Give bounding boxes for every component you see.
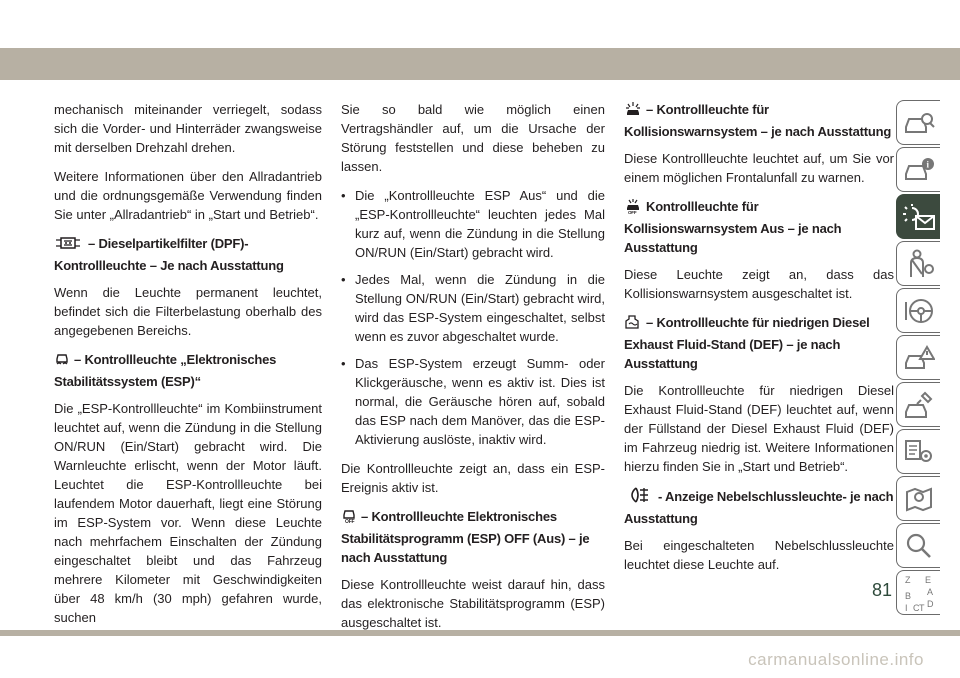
section-heading <box>341 507 605 567</box>
index-letter: D <box>926 598 933 609</box>
section-heading <box>624 100 894 141</box>
index-icon <box>901 573 937 613</box>
column-2 <box>341 100 605 642</box>
index-letter: E <box>924 574 931 585</box>
paragraph: Wenn die Leuchte permanent leuchtet, befindet sich die Filterbelastung oberhalb des angegebenen Bereichs. <box>54 285 322 338</box>
tab-car-search[interactable] <box>896 100 940 145</box>
heading-text: – Dieselpartikelfilter (DPF)-Kontrollleuchte – Je nach Ausstattung <box>54 236 284 273</box>
paragraph: Bei eingeschalteten Nebelschlussleuchte leuchtet diese Leuchte auf. <box>624 538 894 572</box>
svg-text:OFF: OFF <box>628 210 637 214</box>
list-item: • Jedes Mal, wenn die Zündung in die Stellung ON/RUN (Ein/Start) gebracht wird, wird das ESP-System eingeschaltet, selbst wenn es zuvor abgeschaltet wurde. <box>341 270 605 346</box>
esp-off-icon <box>341 508 357 529</box>
tab-car-info[interactable] <box>896 147 940 192</box>
tab-search[interactable] <box>896 523 940 568</box>
def-level-icon <box>624 314 642 335</box>
heading-text: Kontrollleuchte für Kollisionswarnsystem Aus – je nach Ausstattung <box>624 199 842 255</box>
watermark <box>0 650 960 670</box>
tab-warning-lights[interactable] <box>896 194 940 239</box>
heading-text: – Kontrollleuchte Elektronisches Stabilitätsprogramm (ESP) OFF (Aus) – je nach Ausstattung <box>341 509 590 565</box>
index-letter: B <box>904 590 911 601</box>
warning-light-icon <box>902 202 936 232</box>
paragraph: Die Kontrollleuchte zeigt an, dass ein ESP-Ereignis aktiv ist. <box>341 461 605 495</box>
car-search-icon <box>903 109 935 137</box>
tab-navigation[interactable] <box>896 476 940 521</box>
chapter-tabs <box>896 100 940 617</box>
paragraph: Weitere Informationen über den Allradantrieb und die ordnungsgemäße Verwendung finden Sie unter „Allradantrieb“ in „Start und Betrieb“. <box>54 169 322 222</box>
footer-band <box>0 630 960 636</box>
collision-warning-icon <box>624 101 642 122</box>
navigation-icon <box>903 484 935 514</box>
tab-settings[interactable] <box>896 429 940 474</box>
paragraph: Die Kontrollleuchte für niedrigen Diesel Exhaust Fluid-Stand (DEF) leuchtet auf, wenn der Füllstand der Diesel Exhaust Fluid (DEF) im Fahrzeug niedrig ist. Weitere Informationen hierzu finden Sie in „Start und Betrieb“. <box>624 383 894 474</box>
index-letter: A <box>926 586 933 597</box>
column-1 <box>54 100 322 637</box>
steering-wheel-icon <box>903 296 935 326</box>
tab-steering[interactable] <box>896 288 940 333</box>
tab-car-hazard[interactable] <box>896 335 940 380</box>
paragraph: Sie so bald wie möglich einen Vertragshändler auf, um die Ursache der Störung feststellen und diese beheben zu lassen. <box>341 102 605 174</box>
section-heading <box>624 486 894 528</box>
paragraph: Die „ESP-Kontrollleuchte“ im Kombiinstrument leuchtet auf, wenn die Zündung in die Stellung ON/RUN (Ein/Start) gebracht wird. Die Warnleuchte erlischt, wenn der Motor läuft. Leuchtet die ESP-Kontrollleuchte bei laufendem Motor dauerhaft, liegt eine Störung im ESP-System vor. Wenn diese Leuchte nach mehrfachem Einschalten der Zündung eingeschaltet bleibt und das Fahrzeug mehrere Kilometer mit Geschwindigkeiten über 48 km/h (30 mph) gefahren wurde, suchen <box>54 401 322 625</box>
index-letter: I <box>904 602 908 613</box>
column-3 <box>624 100 894 584</box>
tab-seatbelt[interactable] <box>896 241 940 286</box>
index-letter: T <box>918 602 924 613</box>
section-heading <box>624 313 894 373</box>
svg-text:OFF: OFF <box>345 519 355 524</box>
index-letter: Z <box>904 574 910 585</box>
list-item: • Die „Kontrollleuchte ESP Aus“ und die „ESP-Kontrollleuchte“ leuchten jedes Mal kurz auf, wenn die Zündung in die Stellung ON/RUN (Ein/Start) gebracht wird. <box>341 186 605 262</box>
bullet-list <box>341 186 605 449</box>
paragraph: Diese Kontrollleuchte leuchtet auf, um Sie vor einem möglichen Frontalunfall zu warnen. <box>624 151 894 185</box>
car-info-icon <box>903 156 935 184</box>
watermark-text: carmanualsonline.info <box>748 650 924 669</box>
tab-maintenance[interactable] <box>896 382 940 427</box>
heading-text: - Anzeige Nebelschlussleuchte- je nach Ausstattung <box>624 489 894 526</box>
tab-index[interactable] <box>896 570 940 615</box>
car-maintenance-icon <box>903 390 935 420</box>
paragraph: mechanisch miteinander verriegelt, sodass sich die Vorder- und Hinterräder zwangsweise mit derselben Drehzahl drehen. <box>54 102 322 155</box>
page-number: 81 <box>872 580 893 600</box>
index-letter: C <box>912 602 919 613</box>
paragraph: Diese Kontrollleuchte weist darauf hin, dass das elektronische Stabilitätsprogramm (ESP) ausgeschaltet ist. <box>341 577 605 630</box>
list-item: • Das ESP-System erzeugt Summ- oder Klickgeräusche, wenn es aktiv ist. Dies ist normal, die Geräusche hören auf, sobald das ESP nach dem Manöver, das die ESP-Aktivierung auslöste, inaktiv wird. <box>341 354 605 449</box>
heading-text: – Kontrollleuchte für niedrigen Diesel Exhaust Fluid-Stand (DEF) – je nach Ausstattung <box>624 315 870 371</box>
heading-text: – Kontrollleuchte für Kollisionswarnsystem – je nach Ausstattung <box>624 102 892 139</box>
seatbelt-icon <box>903 249 935 279</box>
section-heading <box>624 197 894 257</box>
section-heading <box>54 234 322 275</box>
search-icon <box>903 531 935 561</box>
car-hazard-icon <box>903 343 935 373</box>
section-heading <box>54 350 322 391</box>
header-band <box>0 48 960 80</box>
dpf-icon <box>54 235 84 256</box>
rear-fog-light-icon <box>624 486 654 509</box>
paragraph: Diese Leuchte zeigt an, dass das Kollisionswarnsystem ausgeschaltet ist. <box>624 267 894 301</box>
top-margin <box>0 0 960 48</box>
esp-car-icon <box>54 351 70 372</box>
collision-warning-off-icon <box>624 198 642 219</box>
heading-text: – Kontrollleuchte „Elektronisches Stabilitätssystem (ESP)“ <box>54 352 277 389</box>
svg-text:i: i <box>926 159 929 169</box>
gear-settings-icon <box>903 437 935 467</box>
